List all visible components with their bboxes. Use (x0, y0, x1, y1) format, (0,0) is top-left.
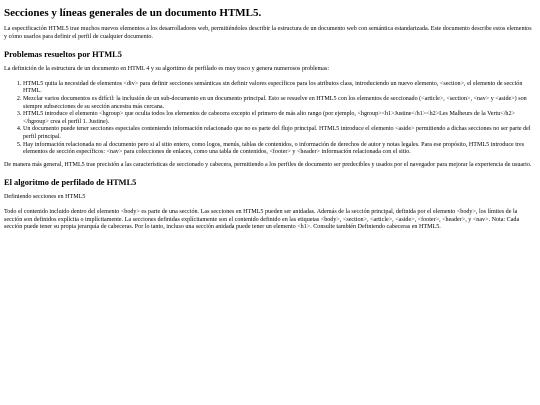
algorithm-subtitle: Definiendo secciones en HTML5 (4, 194, 86, 201)
page-title: Secciones y líneas generales de un documento HTML5. (4, 7, 262, 19)
section-heading-algorithm: El algoritmo de perfilado de HTML5 (4, 178, 137, 188)
problems-conclusion-paragraph: De manera más general, HTML5 trae precisión a las características de seccionado y cabecera, permitiendo a los perfiles de documento ser predecibles y usados por el navegador para mejorar la experiencia de usuario. (4, 161, 532, 168)
list-item: 2. Mezclar varios documentos es difícil: la inclusión de un sub-documento en un documento principal. Esto se resuelve en HTML5 con los elementos de seccionado (<article>, <section>, <nav> y <aside>) son siempre subsecciones de su sección ancestra más cercana. (23, 96, 536, 111)
section-heading-problems: Problemas resueltos por HTML5 (4, 50, 122, 60)
intro-paragraph: La especificación HTML5 trae muchos nuevos elementos a los desarrolladores web, permitiéndoles describir la estructura de un documento web con semántica estandarizada. Este documento describe estos elementos y cómo usarlos para definir el perfil de cualquier documento. (4, 26, 532, 40)
list-item: 4. Un documento puede tener secciones especiales conteniendo información relacionado que no es parte del flujo principal. HTML5 introduce el elemento <aside> permitiendo a dichas secciones no ser parte del perfil principal. (23, 126, 536, 141)
algorithm-body-paragraph: Todo el contenido incluido dentro del elemento <body> es parte de una sección. Las secciones en HTML5 pueden ser anidadas. Además de la sección principal, definida por el elemento <body>, los límites de la sección son definidos explícita o implícitamente. La secciones definidas explícitamente son el contenido definido en las etiquetas <body>, <section>, <article>, <aside>, <footer>, <header>, y <nav>. Nota: Cada sección puede tener su propia jerarquía de cabeceras. Por lo tanto, incluso una sección anidada puede tener un elemento <h1>. Consulte también Definiendo cabeceras en HTML5. (4, 208, 520, 231)
problems-intro-paragraph: La definición de la estructura de un documento en HTML 4 y su algoritmo de perfilado es muy tosco y genera numerosos problemas: (4, 66, 330, 73)
list-item: 3. HTML5 introduce el elemento <hgroup> que oculta todos los elementos de cabecera excepto el primero de más alto rango (por ejemplo, <hgroup><h1>Justine</h1><h2>Les Malheurs de la Vertu</h2></hgroup> crea el perfil 1. Justine). (23, 111, 536, 126)
list-item: 1. HTML5 quita la necesidad de elementos <div> para definir secciones semánticas sin definir valores específicos para los atributos class, introduciendo un nuevo elemento, <section>, el elemento de sección HTML. (23, 81, 536, 96)
list-item: 5. Hay información relacionada no al documento pero si al sitio entero, como logos, menús, tablas de contenidos, o información de derechos de autor y notas legales. Para ese propósito, HTML5 introduce tres elementos de sección específicos: <nav> para colecciones de enlaces, como una tabla de contenidos, <footer> y <header> información relacionada con el sitio. (23, 142, 536, 157)
problems-list (4, 81, 536, 157)
